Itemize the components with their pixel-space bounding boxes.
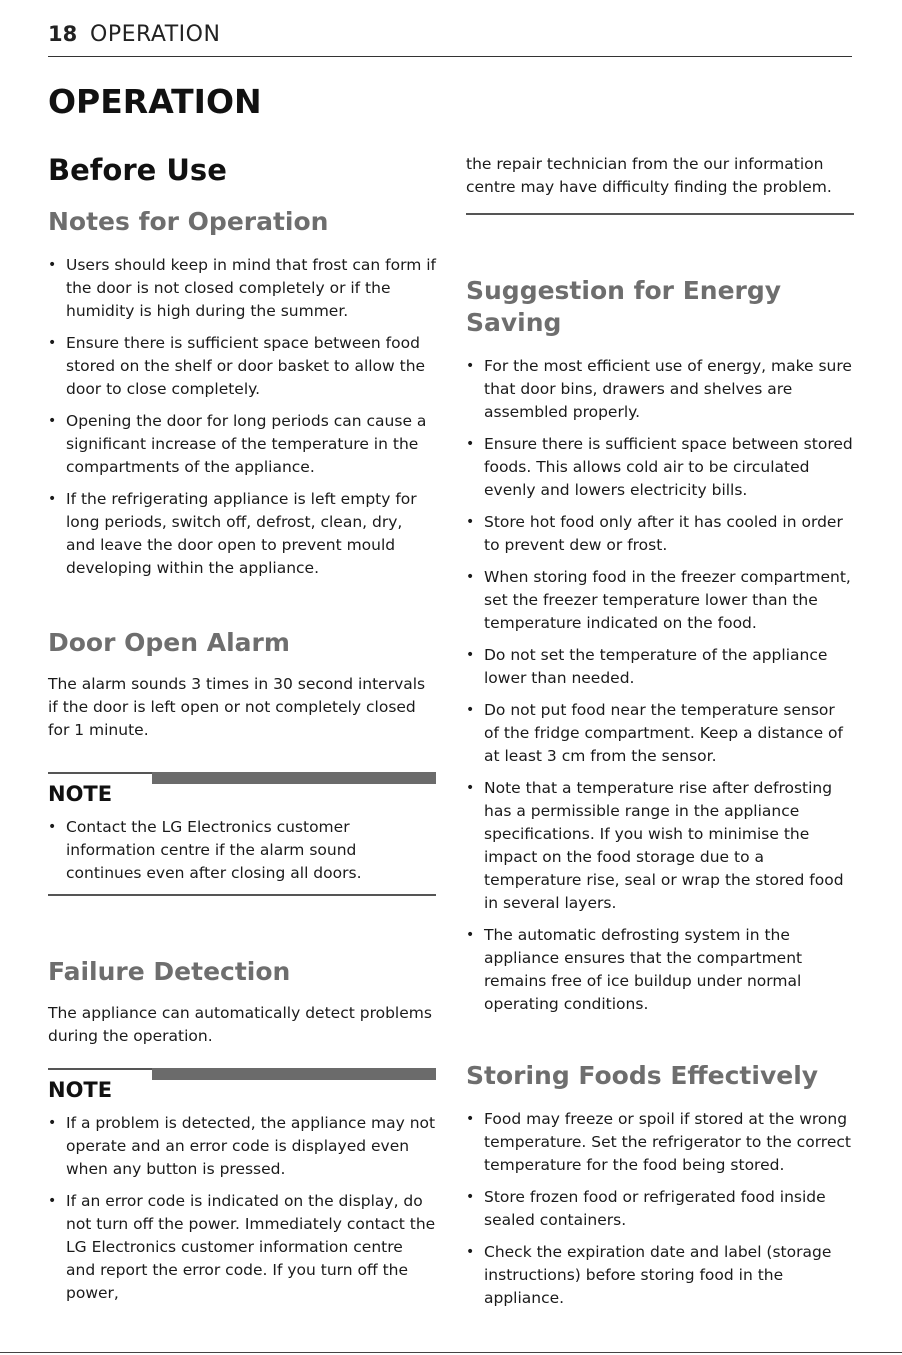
note-rule-thick — [152, 1068, 436, 1080]
list-item: • Food may freeze or spoil if stored at the wrong temperature. Set the refrigerator to the correct temperature for the food being stored. — [466, 1108, 854, 1177]
failure-detection-text: The appliance can automatically detect problems during the operation. — [48, 1004, 432, 1045]
list-item: • If the refrigerating appliance is left empty for long periods, switch off, defrost, clean, dry, and leave the door open to prevent mould developing within the appliance. — [48, 488, 436, 580]
energy-saving-heading: Suggestion for Energy Saving — [466, 276, 782, 337]
list-item: • Do not set the temperature of the appliance lower than needed. — [466, 644, 854, 690]
right-column — [466, 153, 854, 1319]
notes-for-operation-heading: Notes for Operation — [48, 207, 329, 236]
door-open-alarm-heading: Door Open Alarm — [48, 628, 290, 657]
note-bottom-rule — [48, 894, 436, 896]
door-open-alarm-text: The alarm sounds 3 times in 30 second intervals if the door is left open or not completely closed for 1 minute. — [48, 675, 426, 739]
list-item: • Store hot food only after it has cooled in order to prevent dew or frost. — [466, 511, 854, 557]
before-use-heading: Before Use — [48, 153, 227, 187]
running-header: OPERATION — [90, 22, 221, 47]
list-item: • If an error code is indicated on the display, do not turn off the power. Immediately contact the LG Electronics customer information centre and report the error code. If you turn off the power, — [48, 1190, 436, 1305]
page-bottom-rule — [0, 1352, 902, 1353]
energy-saving-list — [466, 355, 854, 1016]
note-box-header — [48, 772, 436, 808]
page-title: OPERATION — [48, 82, 262, 121]
storing-foods-heading: Storing Foods Effectively — [466, 1061, 819, 1090]
list-item: • Users should keep in mind that frost can form if the door is not closed completely or if the humidity is high during the summer. — [48, 254, 436, 323]
left-column — [48, 152, 436, 1314]
failure-detection-heading: Failure Detection — [48, 957, 291, 986]
notes-for-operation-list — [48, 254, 436, 580]
list-item: • If a problem is detected, the appliance may not operate and an error code is displayed even when any button is pressed. — [48, 1112, 436, 1181]
list-item: • Ensure there is sufficient space between stored foods. This allows cold air to be circulated evenly and lowers electricity bills. — [466, 433, 854, 502]
list-item: • Note that a temperature rise after defrosting has a permissible range in the appliance specifications. If you wish to minimise the impact on the food storage due to a temperature rise, seal or wrap the stored food in several layers. — [466, 777, 854, 915]
note-label: NOTE — [48, 782, 113, 806]
note-bottom-rule — [466, 213, 854, 215]
note-rule-thin — [48, 1068, 152, 1070]
note-rule-thin — [48, 772, 152, 774]
list-item: • When storing food in the freezer compartment, set the freezer temperature lower than the temperature indicated on the food. — [466, 566, 854, 635]
note-list — [48, 816, 436, 885]
page-number: 18 — [48, 22, 78, 46]
note-label: NOTE — [48, 1078, 113, 1102]
list-item: • Opening the door for long periods can cause a significant increase of the temperature in the compartments of the appliance. — [48, 410, 436, 479]
list-item: • Contact the LG Electronics customer information centre if the alarm sound continues even after closing all doors. — [48, 816, 436, 885]
storing-foods-list — [466, 1108, 854, 1310]
note-box-header — [48, 1068, 436, 1104]
list-item: • For the most efficient use of energy, make sure that door bins, drawers and shelves are assembled properly. — [466, 355, 854, 424]
list-item: • Ensure there is sufficient space between food stored on the shelf or door basket to allow the door to close completely. — [48, 332, 436, 401]
note-list — [48, 1112, 436, 1305]
note-rule-thick — [152, 772, 436, 784]
header-rule — [48, 56, 852, 57]
list-item: • Check the expiration date and label (storage instructions) before storing food in the appliance. — [466, 1241, 854, 1310]
continued-note-text: the repair technician from the our information centre may have difficulty finding the problem. — [466, 155, 832, 196]
list-item: • Do not put food near the temperature sensor of the fridge compartment. Keep a distance of at least 3 cm from the sensor. — [466, 699, 854, 768]
list-item: • Store frozen food or refrigerated food inside sealed containers. — [466, 1186, 854, 1232]
list-item: • The automatic defrosting system in the appliance ensures that the compartment remains free of ice buildup under normal operating conditions. — [466, 924, 854, 1016]
